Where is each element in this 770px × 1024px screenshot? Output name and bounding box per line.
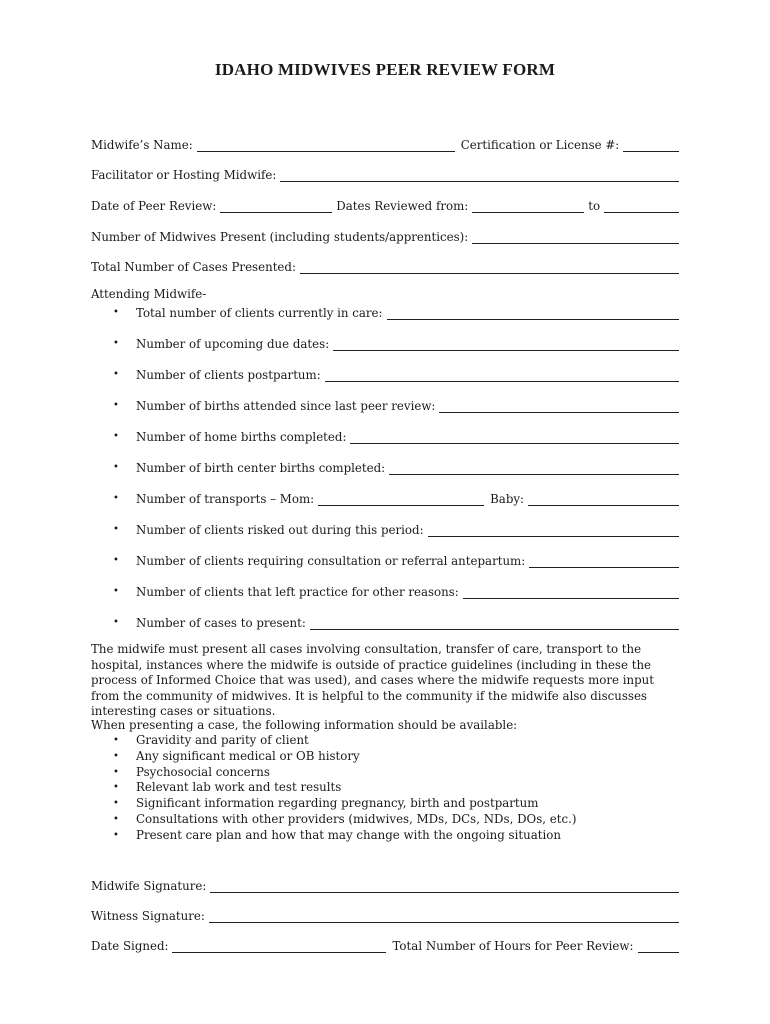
attending-item-row [113, 579, 679, 599]
attending-item-row [113, 548, 679, 568]
date-signed-label: Date Signed: [91, 939, 169, 953]
attending-item-label: Number of birth center births completed: [136, 461, 386, 475]
facilitator-row [91, 162, 679, 182]
midwife-signature-field[interactable] [210, 879, 679, 893]
attending-item-row [113, 331, 679, 351]
witness-signature-label: Witness Signature: [91, 909, 205, 923]
attending-heading: Attending Midwife- [91, 287, 207, 301]
midwives-present-field[interactable] [472, 230, 679, 244]
total-cases-row [91, 254, 679, 274]
total-hours-label: Total Number of Hours for Peer Review: [392, 939, 634, 953]
list-item [113, 812, 576, 828]
list-item-text: Gravidity and parity of client [136, 733, 309, 747]
bullet-icon: • [113, 782, 119, 794]
attending-item-label: Number of births attended since last peer review: [136, 399, 436, 413]
attending-item-label: Number of upcoming due dates: [136, 337, 330, 351]
attending-item-row [113, 362, 679, 382]
bullet-icon: • [113, 750, 119, 762]
to-label: to [588, 199, 601, 213]
attending-item-row [113, 455, 679, 475]
midwives-present-label: Number of Midwives Present (including students/apprentices): [91, 230, 469, 244]
attending-item-field[interactable] [310, 616, 679, 630]
bullet-icon: • [113, 798, 119, 810]
list-item [113, 780, 576, 796]
attending-item-row [113, 517, 679, 537]
bullet-icon: • [113, 462, 119, 473]
total-cases-label: Total Number of Cases Presented: [91, 260, 296, 274]
midwife-signature-label: Midwife Signature: [91, 879, 207, 893]
attending-item-field[interactable] [333, 337, 679, 351]
bullet-icon: • [113, 735, 119, 746]
attending-item-field[interactable] [463, 585, 679, 599]
total-cases-field[interactable] [300, 260, 679, 274]
attending-item-field[interactable] [350, 430, 679, 444]
list-item-text: Psychosocial concerns [136, 764, 270, 779]
midwives-present-row [91, 224, 679, 244]
attending-item-row [113, 393, 679, 413]
date-of-review-field[interactable] [220, 199, 332, 213]
total-hours-field[interactable] [638, 939, 680, 953]
attending-item-field[interactable] [389, 461, 679, 475]
transports-mom-field[interactable] [318, 492, 484, 506]
bullet-icon: • [113, 766, 119, 778]
attending-item-field[interactable] [439, 399, 679, 413]
list-item-text: Significant information regarding pregnancy, birth and postpartum [136, 796, 539, 811]
attending-item-field[interactable] [529, 554, 679, 568]
bullet-icon: • [113, 617, 119, 628]
midwife-name-row [91, 132, 679, 152]
list-item [113, 796, 576, 812]
list-item-text: Present care plan and how that may change with the ongoing situation [136, 827, 561, 842]
bullet-icon: • [113, 813, 119, 825]
attending-item-field[interactable] [428, 523, 679, 537]
witness-signature-row [91, 903, 679, 923]
bullet-icon: • [113, 524, 119, 535]
list-item-text: Relevant lab work and test results [136, 780, 342, 795]
facilitator-field[interactable] [280, 168, 679, 182]
midwife-name-field[interactable] [197, 138, 455, 152]
case-info-list [113, 733, 576, 844]
facilitator-label: Facilitator or Hosting Midwife: [91, 168, 277, 182]
transports-baby-label: Baby: [490, 492, 525, 506]
attending-item-label: Number of clients postpartum: [136, 368, 321, 382]
midwife-name-label: Midwife’s Name: [91, 138, 193, 152]
case-info-heading: When presenting a case, the following information should be available: [91, 718, 518, 732]
date-signed-field[interactable] [172, 939, 386, 953]
form-title: IDAHO MIDWIVES PEER REVIEW FORM [214, 60, 556, 79]
witness-signature-field[interactable] [209, 909, 679, 923]
attending-item-label: Total number of clients currently in care: [136, 306, 383, 320]
attending-item-field[interactable] [387, 306, 680, 320]
attending-item-row [113, 424, 679, 444]
bullet-icon: • [113, 586, 119, 597]
bullet-icon: • [113, 493, 119, 504]
attending-item-label: Number of clients risked out during this period: [136, 523, 424, 537]
review-dates-row [91, 193, 679, 213]
bullet-icon: • [113, 369, 119, 380]
list-item [113, 749, 576, 765]
certification-label: Certification or License #: [460, 138, 620, 152]
attending-item-label: Number of home births completed: [136, 430, 347, 444]
list-item [113, 828, 576, 844]
transports-row [113, 486, 679, 506]
midwife-signature-row [91, 873, 679, 893]
attending-item-field[interactable] [325, 368, 679, 382]
instructions-paragraph: The midwife must present all cases involving consultation, transfer of care, transport to the hospital, instances where the midwife is outside of practice guidelines (including in these the process of Informed Choice that was used), and cases where the midwife requests more input from the community of midwives. It is helpful to the community if the midwife also discusses interesting cases or situations. [91, 642, 654, 719]
attending-item-row [113, 300, 679, 320]
bullet-icon: • [113, 829, 119, 841]
dates-reviewed-from-field[interactable] [472, 199, 584, 213]
certification-field[interactable] [623, 138, 679, 152]
bullet-icon: • [113, 338, 119, 349]
bullet-icon: • [113, 555, 119, 566]
bullet-icon: • [113, 307, 119, 318]
list-item-text: Consultations with other providers (midwives, MDs, DCs, NDs, DOs, etc.) [136, 811, 577, 826]
list-item [113, 733, 576, 749]
attending-item-label: Number of clients requiring consultation or referral antepartum: [136, 554, 526, 568]
date-of-review-label: Date of Peer Review: [91, 199, 217, 213]
attending-item-label: Number of clients that left practice for other reasons: [136, 585, 459, 599]
dates-reviewed-from-label: Dates Reviewed from: [336, 199, 469, 213]
bullet-icon: • [113, 400, 119, 411]
date-signed-row [91, 933, 679, 953]
transports-mom-label: Number of transports – Mom: [136, 492, 315, 506]
list-item-text: Any significant medical or OB history [136, 748, 360, 763]
list-item [113, 765, 576, 781]
bullet-icon: • [113, 431, 119, 442]
attending-item-label: Number of cases to present: [136, 616, 306, 630]
dates-reviewed-to-field[interactable] [604, 199, 679, 213]
attending-item-row [113, 610, 679, 630]
transports-baby-field[interactable] [528, 492, 679, 506]
